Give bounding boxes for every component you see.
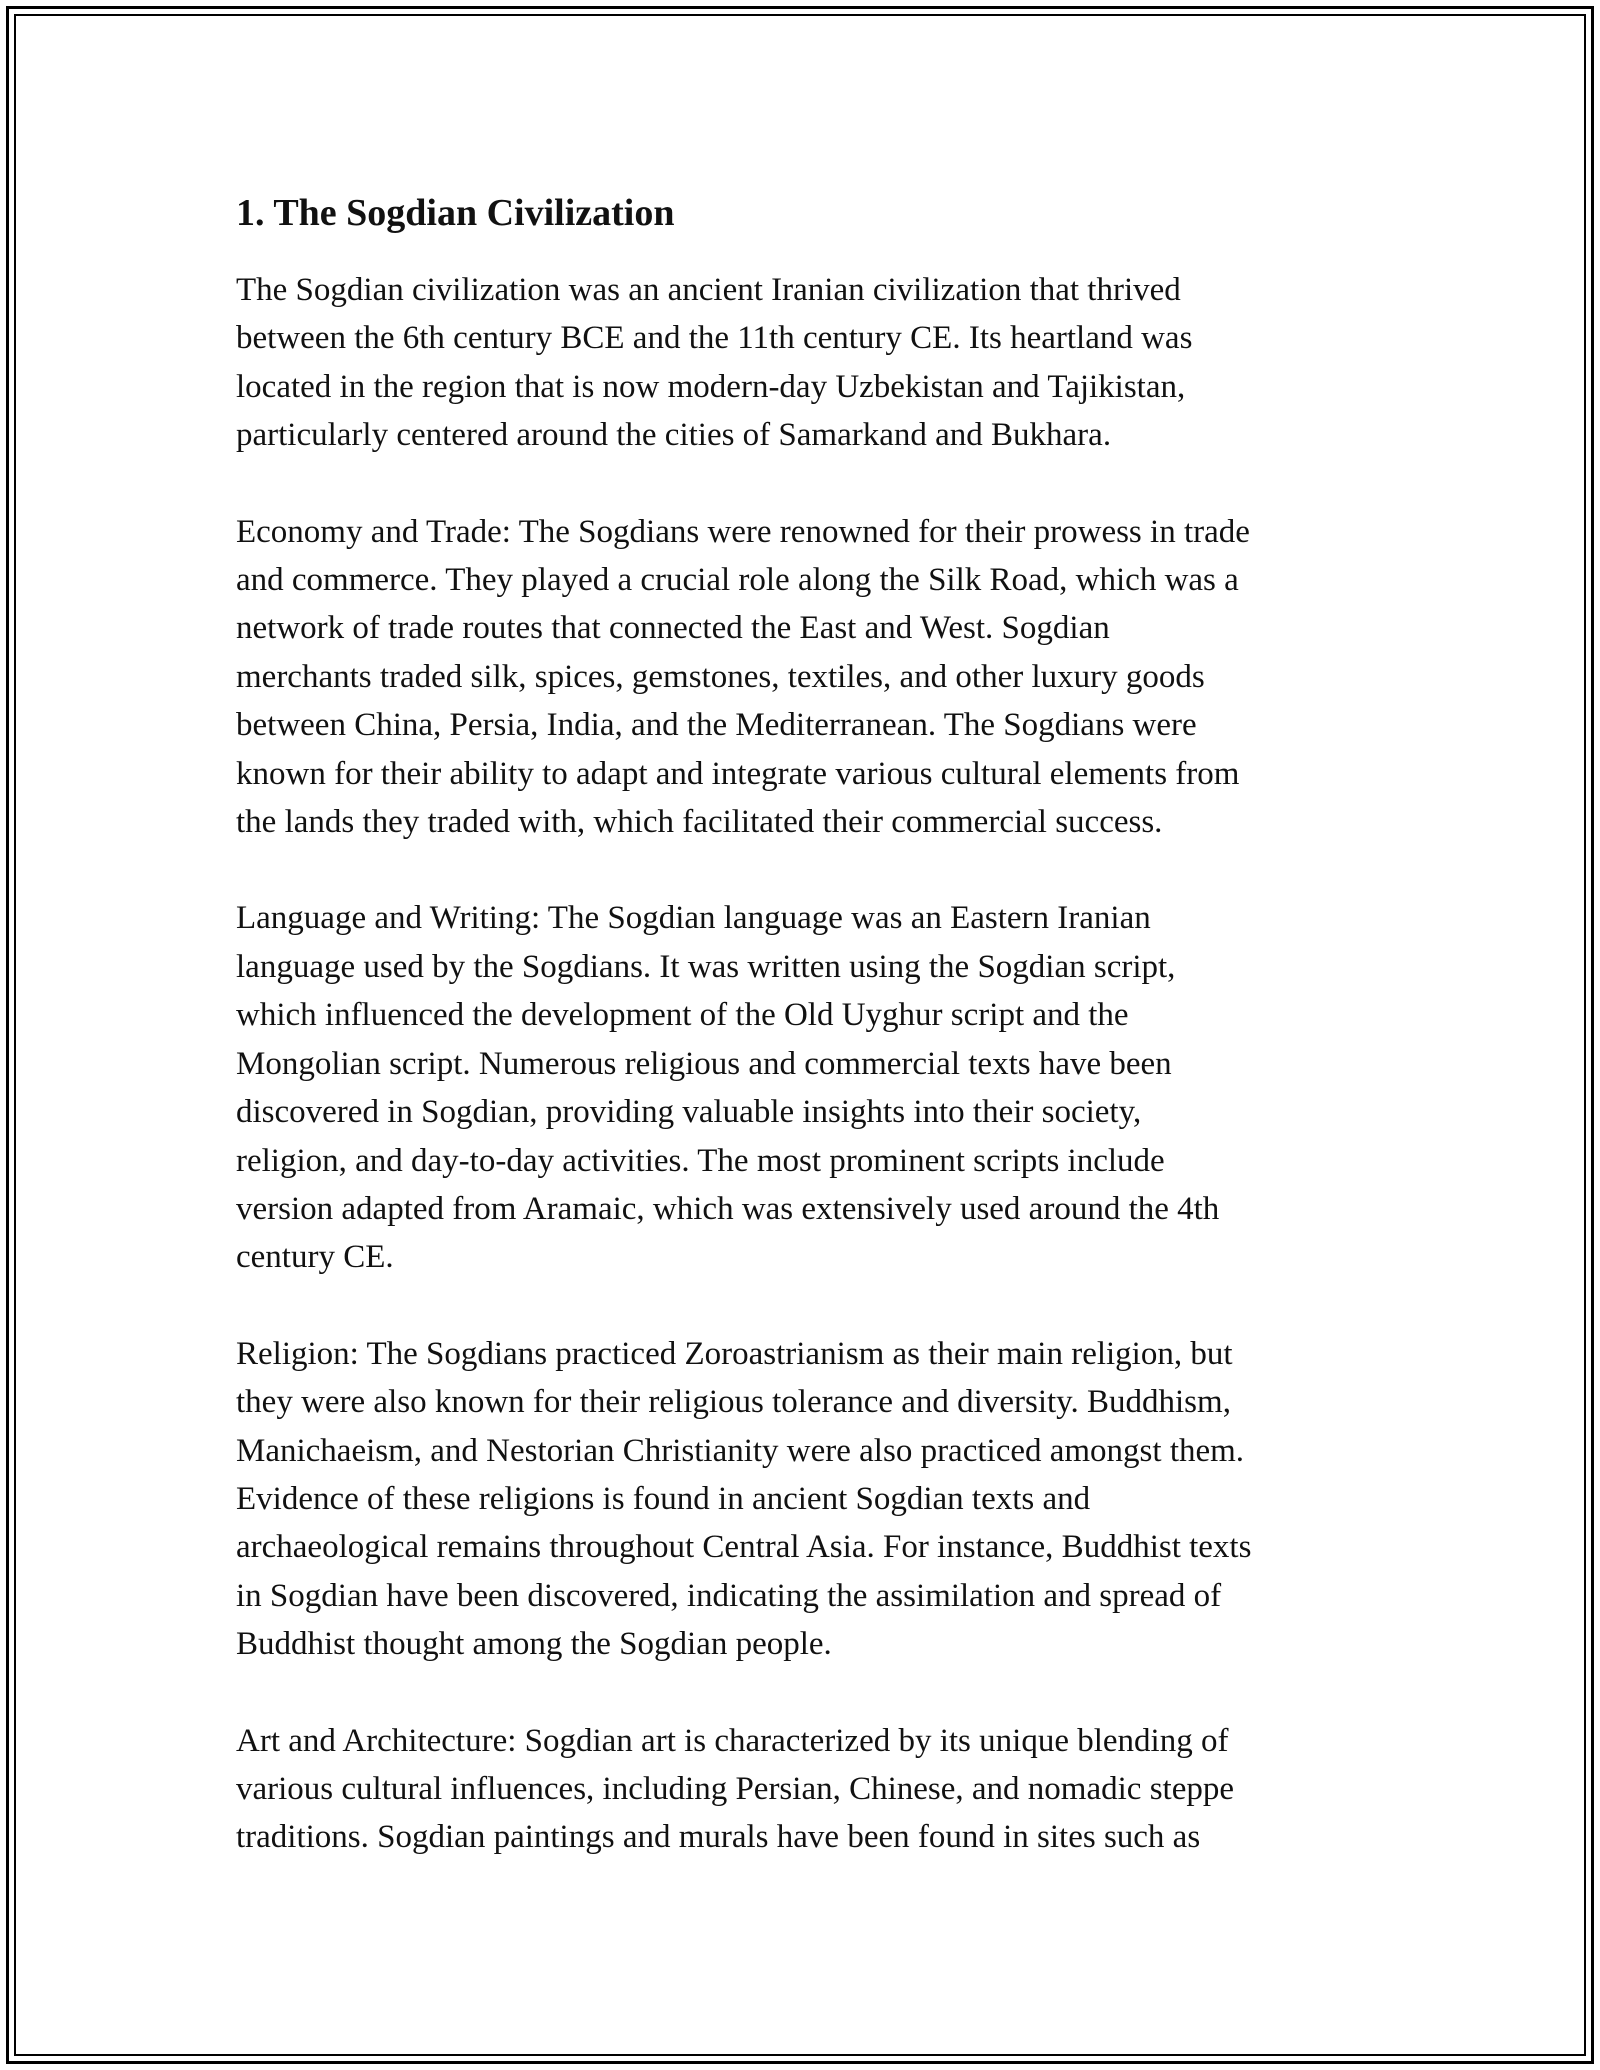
text-line: Manichaeism, and Nestorian Christianity were also practiced amongst them. (236, 1432, 1245, 1469)
text-line: version adapted from Aramaic, which was extensively used around the 4th (236, 1190, 1220, 1227)
text-line: Economy and Trade: The Sogdians were renowned for their prowess in trade (236, 513, 1250, 550)
text-line: the lands they traded with, which facilitated their commercial success. (236, 804, 1163, 841)
text-line: which influenced the development of the Old Uyghur script and the (236, 997, 1129, 1034)
text-line: between China, Persia, India, and the Mediterranean. The Sogdians were (236, 707, 1197, 744)
text-line: The Sogdian civilization was an ancient Iranian civilization that thrived (236, 272, 1181, 308)
paragraph-intro (236, 266, 1386, 460)
text-line: particularly centered around the cities of Samarkand and Bukhara. (236, 417, 1112, 454)
paragraph-art-architecture (236, 1717, 1386, 1862)
text-line: Art and Architecture: Sogdian art is characterized by its unique blending of (236, 1722, 1229, 1759)
text-line: located in the region that is now modern-day Uzbekistan and Tajikistan, (236, 368, 1186, 405)
text-line: Religion: The Sogdians practiced Zoroastrianism as their main religion, but (236, 1335, 1233, 1372)
text-line: they were also known for their religious tolerance and diversity. Buddhism, (236, 1384, 1231, 1421)
text-line: merchants traded silk, spices, gemstones, textiles, and other luxury goods (236, 658, 1205, 695)
text-line: in Sogdian have been discovered, indicating the assimilation and spread of (236, 1577, 1222, 1614)
text-line: archaeological remains throughout Central Asia. For instance, Buddhist texts (236, 1529, 1252, 1566)
text-line: Evidence of these religions is found in ancient Sogdian texts and (236, 1480, 1091, 1517)
text-line: language used by the Sogdians. It was written using the Sogdian script, (236, 948, 1176, 985)
text-line: various cultural influences, including Persian, Chinese, and nomadic steppe (236, 1770, 1234, 1807)
text-line: network of trade routes that connected the East and West. Sogdian (236, 610, 1110, 647)
paragraph-religion (236, 1330, 1386, 1669)
text-line: traditions. Sogdian paintings and murals have been found in sites such as (236, 1819, 1201, 1856)
text-line: Mongolian script. Numerous religious and commercial texts have been (236, 1045, 1172, 1082)
text-line: century CE. (236, 1239, 394, 1276)
paragraph-economy-trade (236, 508, 1386, 847)
text-line: known for their ability to adapt and integrate various cultural elements from (236, 755, 1240, 792)
paragraph-language-writing (236, 894, 1386, 1281)
section-heading: 1. The Sogdian Civilization (236, 192, 675, 234)
text-line: and commerce. They played a crucial role along the Silk Road, which was a (236, 562, 1239, 599)
document-body (236, 186, 1386, 1910)
text-line: Language and Writing: The Sogdian language was an Eastern Iranian (236, 900, 1151, 937)
text-line: between the 6th century BCE and the 11th century CE. Its heartland was (236, 320, 1193, 357)
text-line: religion, and day-to-day activities. The most prominent scripts include (236, 1142, 1165, 1179)
text-line: Buddhist thought among the Sogdian people. (236, 1626, 832, 1663)
text-line: discovered in Sogdian, providing valuable insights into their society, (236, 1094, 1142, 1131)
